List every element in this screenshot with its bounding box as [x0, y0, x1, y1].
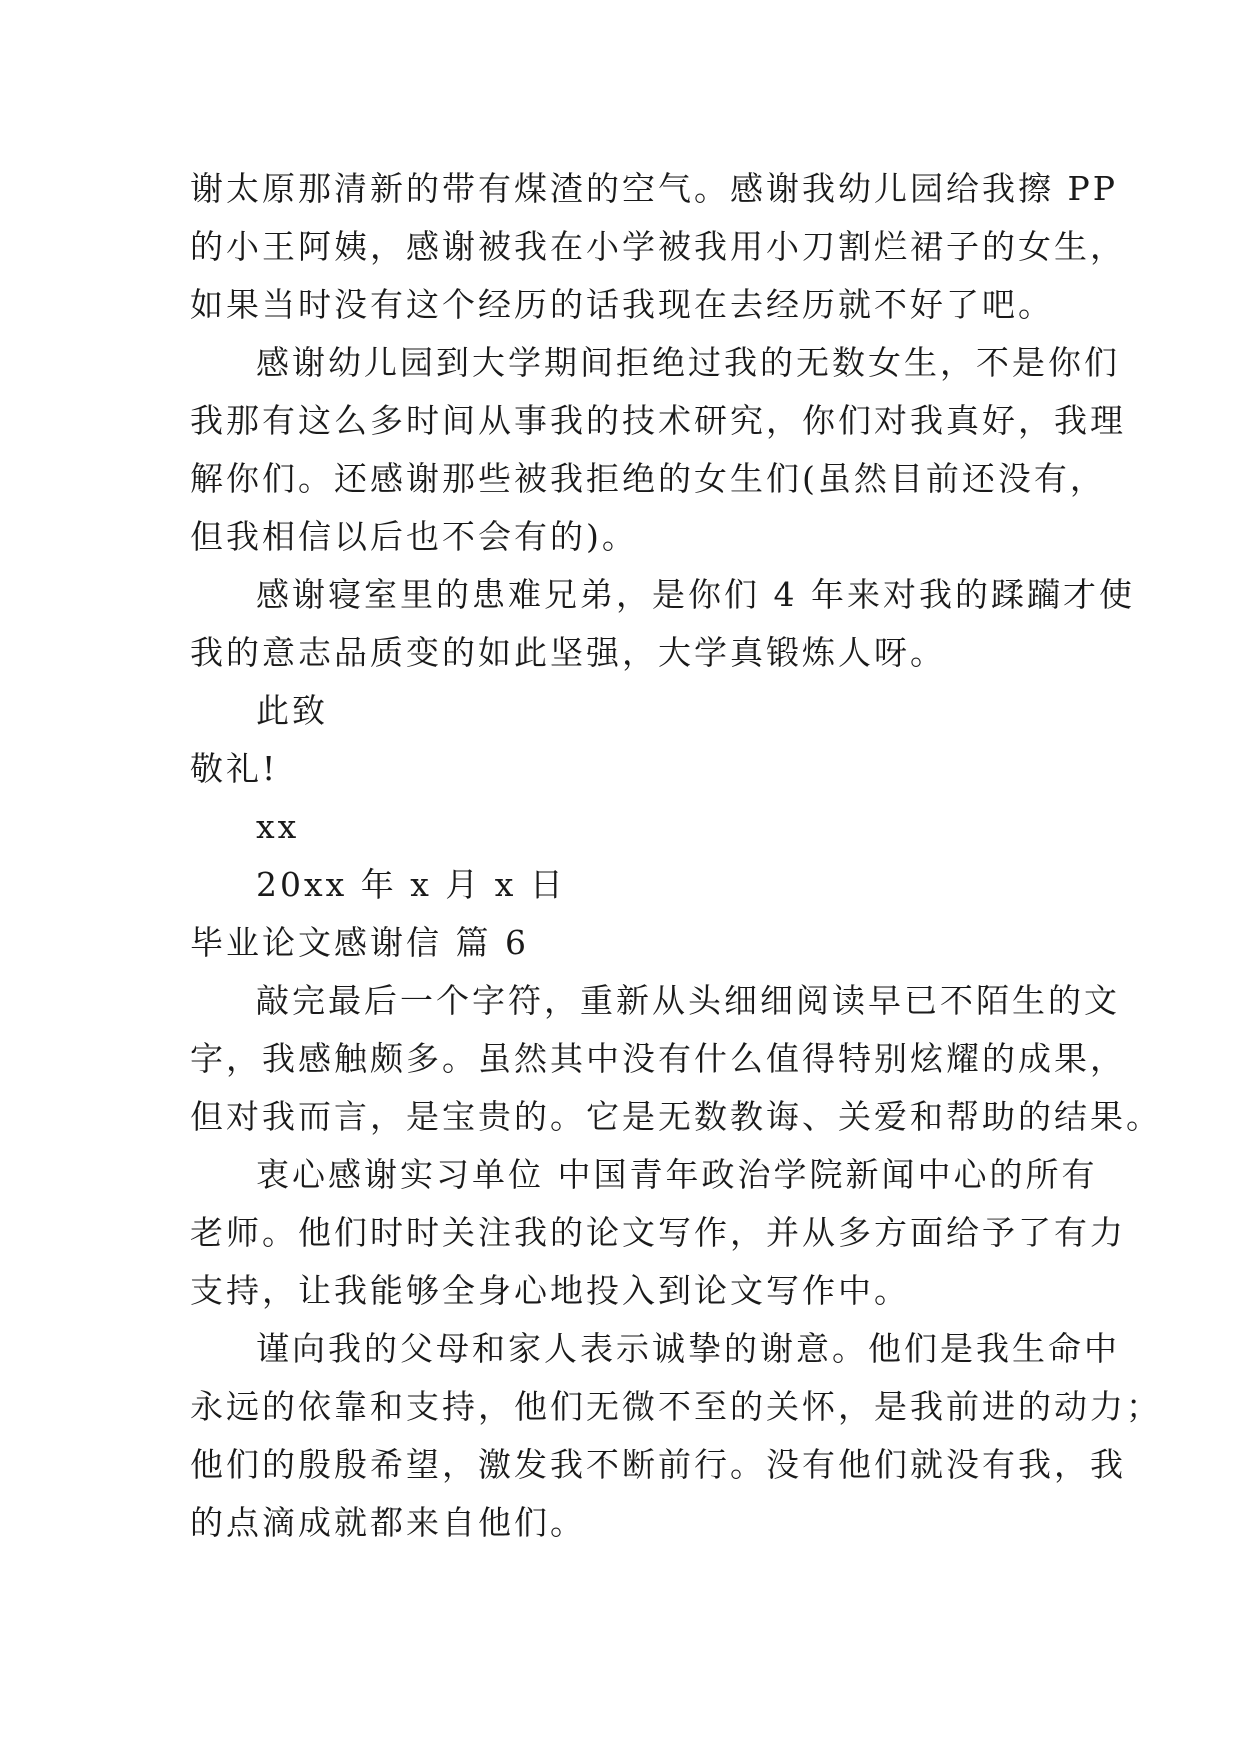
text-line: 老师。他们时时关注我的论文写作，并从多方面给予了有力 [190, 1213, 1126, 1252]
paragraph-start-line: 感谢寝室里的患难兄弟，是你们 4 年来对我的蹂躏才使 [256, 575, 1135, 614]
closing-salutation: 此致 [256, 691, 328, 730]
text-line: 谢太原那清新的带有煤渣的空气。感谢我幼儿园给我擦 PP [190, 169, 1118, 208]
text-line: 字，我感触颇多。虽然其中没有什么值得特别炫耀的成果， [190, 1039, 1126, 1078]
text-line: 永远的依靠和支持，他们无微不至的关怀，是我前进的动力； [190, 1387, 1162, 1426]
text-line: 但我相信以后也不会有的)。 [190, 517, 638, 556]
text-line: 解你们。还感谢那些被我拒绝的女生们(虽然目前还没有， [190, 459, 1106, 498]
text-line: 支持，让我能够全身心地投入到论文写作中。 [190, 1271, 910, 1310]
text-line: 但对我而言，是宝贵的。它是无数教诲、关爱和帮助的结果。 [190, 1097, 1162, 1136]
section-heading: 毕业论文感谢信 篇 6 [190, 923, 529, 962]
paragraph-start-line: 谨向我的父母和家人表示诚挚的谢意。他们是我生命中 [256, 1329, 1120, 1368]
paragraph-start-line: 衷心感谢实习单位 中国青年政治学院新闻中心的所有 [256, 1155, 1098, 1194]
text-line: 如果当时没有这个经历的话我现在去经历就不好了吧。 [190, 285, 1054, 324]
closing-regards: 敬礼! [190, 749, 279, 788]
paragraph-start-line: 感谢幼儿园到大学期间拒绝过我的无数女生，不是你们 [256, 343, 1120, 382]
letter-body [190, 160, 1162, 1552]
text-line: 我那有这么多时间从事我的技术研究，你们对我真好，我理 [190, 401, 1126, 440]
signature-date: 20xx 年 x 月 x 日 [256, 865, 566, 904]
text-line: 的小王阿姨，感谢被我在小学被我用小刀割烂裙子的女生， [190, 227, 1126, 266]
text-line: 我的意志品质变的如此坚强，大学真锻炼人呀。 [190, 633, 946, 672]
text-line: 他们的殷殷希望，激发我不断前行。没有他们就没有我，我 [190, 1445, 1126, 1484]
paragraph-start-line: 敲完最后一个字符，重新从头细细阅读早已不陌生的文 [256, 981, 1120, 1020]
text-line: 的点滴成就都来自他们。 [190, 1503, 586, 1542]
signature-name: xx [256, 807, 300, 846]
